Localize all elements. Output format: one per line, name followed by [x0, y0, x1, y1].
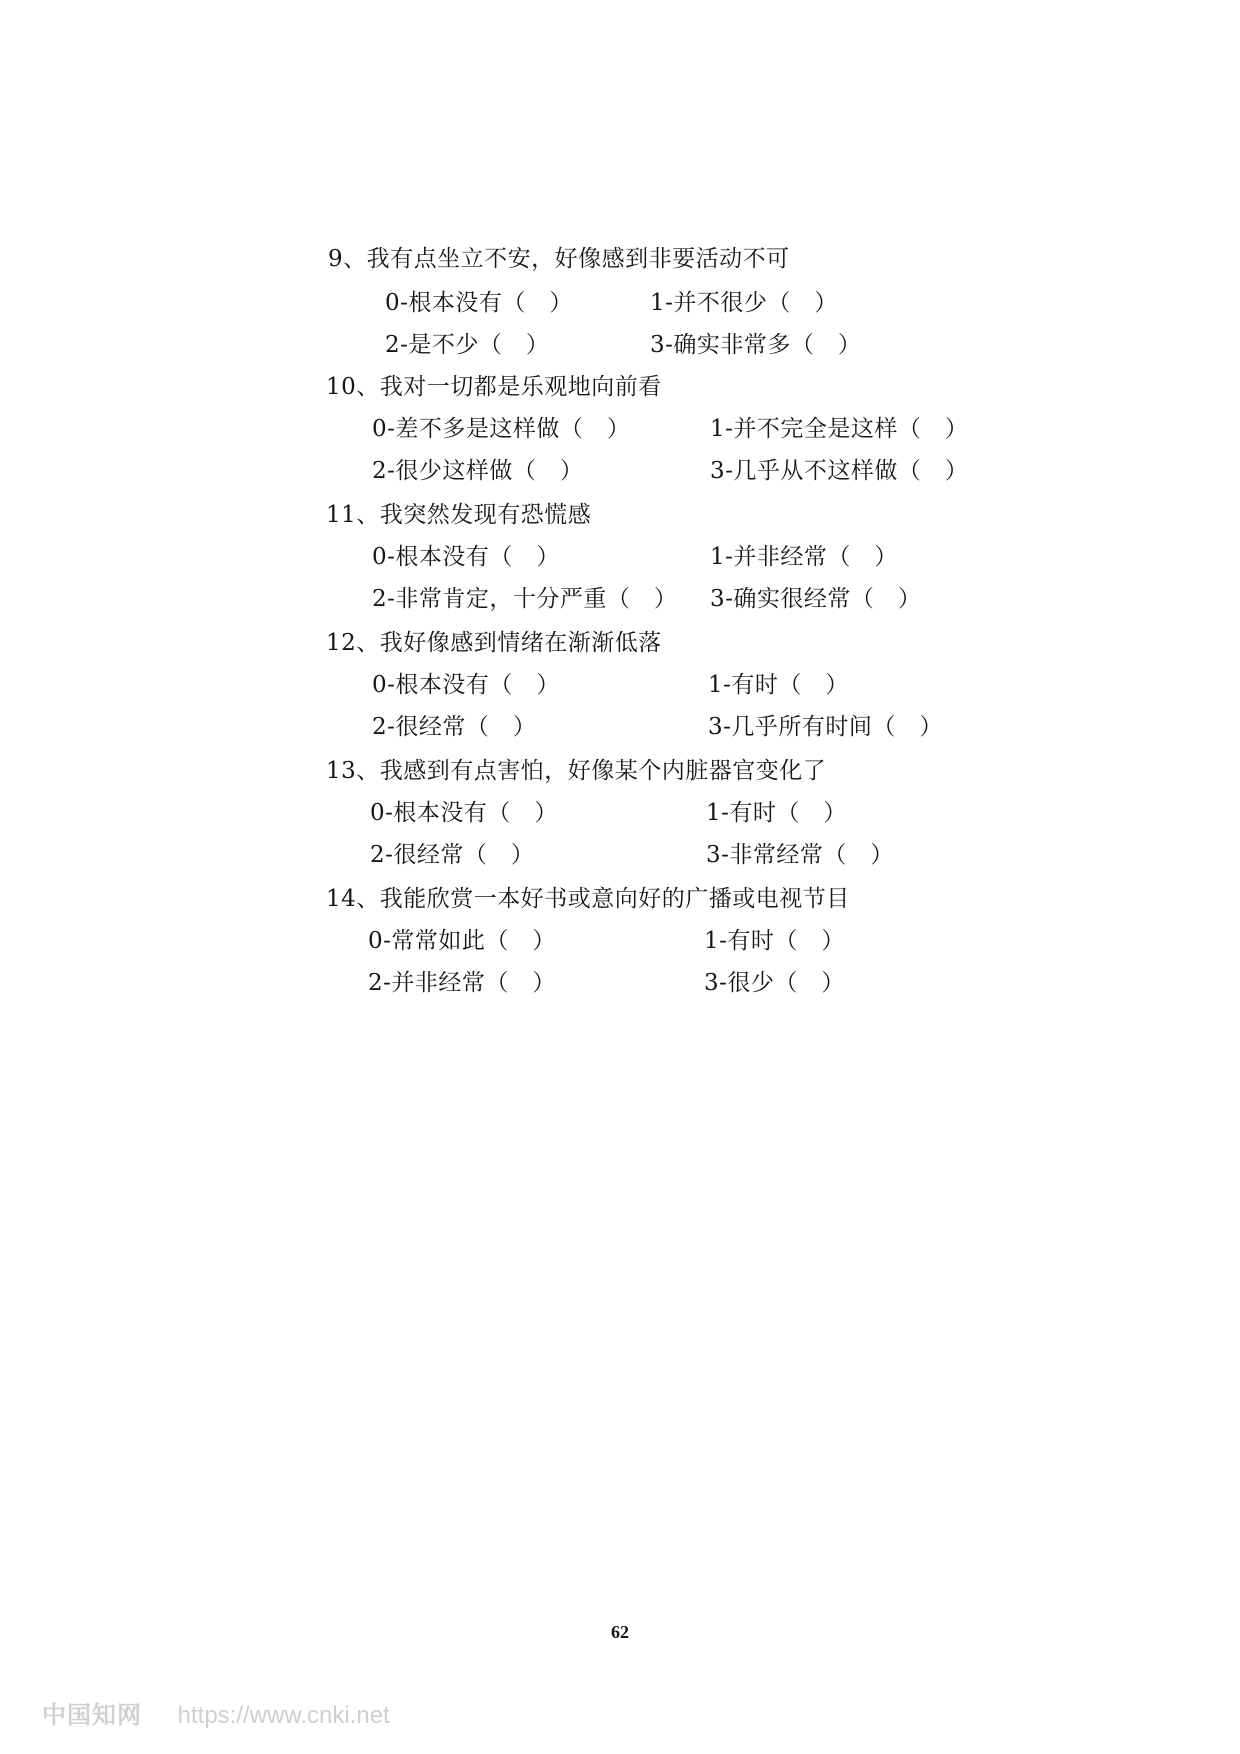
option-2: 2-很少这样做（ ） — [372, 458, 584, 484]
option-0: 0-根本没有（ ） — [372, 672, 560, 698]
option-2: 2-很经常（ ） — [370, 842, 535, 868]
watermark-logo: 中国知网 — [42, 1701, 142, 1729]
option-1: 1-有时（ ） — [706, 800, 847, 826]
option-2: 2-并非经常（ ） — [368, 970, 556, 996]
option-1: 1-并非经常（ ） — [710, 544, 898, 570]
option-1: 1-并不完全是这样（ ） — [710, 416, 969, 442]
option-2: 2-是不少（ ） — [385, 332, 550, 358]
option-3: 3-几乎从不这样做（ ） — [710, 458, 969, 484]
watermark-url: https://www.cnki.net — [177, 1702, 390, 1729]
option-1: 1-并不很少（ ） — [650, 290, 838, 316]
watermark — [42, 1700, 390, 1731]
page-number: 62 — [611, 1622, 629, 1642]
question-title: 14、我能欣赏一本好书或意向好的广播或电视节目 — [326, 886, 850, 912]
option-0: 0-根本没有（ ） — [370, 800, 558, 826]
option-3: 3-确实很经常（ ） — [710, 586, 922, 612]
option-0: 0-常常如此（ ） — [368, 928, 556, 954]
option-3: 3-非常经常（ ） — [706, 842, 894, 868]
question-title: 9、我有点坐立不安，好像感到非要活动不可 — [328, 246, 790, 272]
question-title: 13、我感到有点害怕，好像某个内脏器官变化了 — [326, 758, 827, 784]
option-3: 3-确实非常多（ ） — [650, 332, 862, 358]
option-0: 0-根本没有（ ） — [372, 544, 560, 570]
option-0: 0-差不多是这样做（ ） — [372, 416, 631, 442]
question-title: 10、我对一切都是乐观地向前看 — [326, 374, 662, 400]
option-1: 1-有时（ ） — [708, 672, 849, 698]
option-0: 0-根本没有（ ） — [385, 290, 573, 316]
option-3: 3-很少（ ） — [704, 970, 845, 996]
option-1: 1-有时（ ） — [704, 928, 845, 954]
question-title: 11、我突然发现有恐慌感 — [326, 502, 592, 528]
option-2: 2-非常肯定，十分严重（ ） — [372, 586, 678, 612]
option-2: 2-很经常（ ） — [372, 714, 537, 740]
question-title: 12、我好像感到情绪在渐渐低落 — [326, 630, 662, 656]
option-3: 3-几乎所有时间（ ） — [708, 714, 943, 740]
